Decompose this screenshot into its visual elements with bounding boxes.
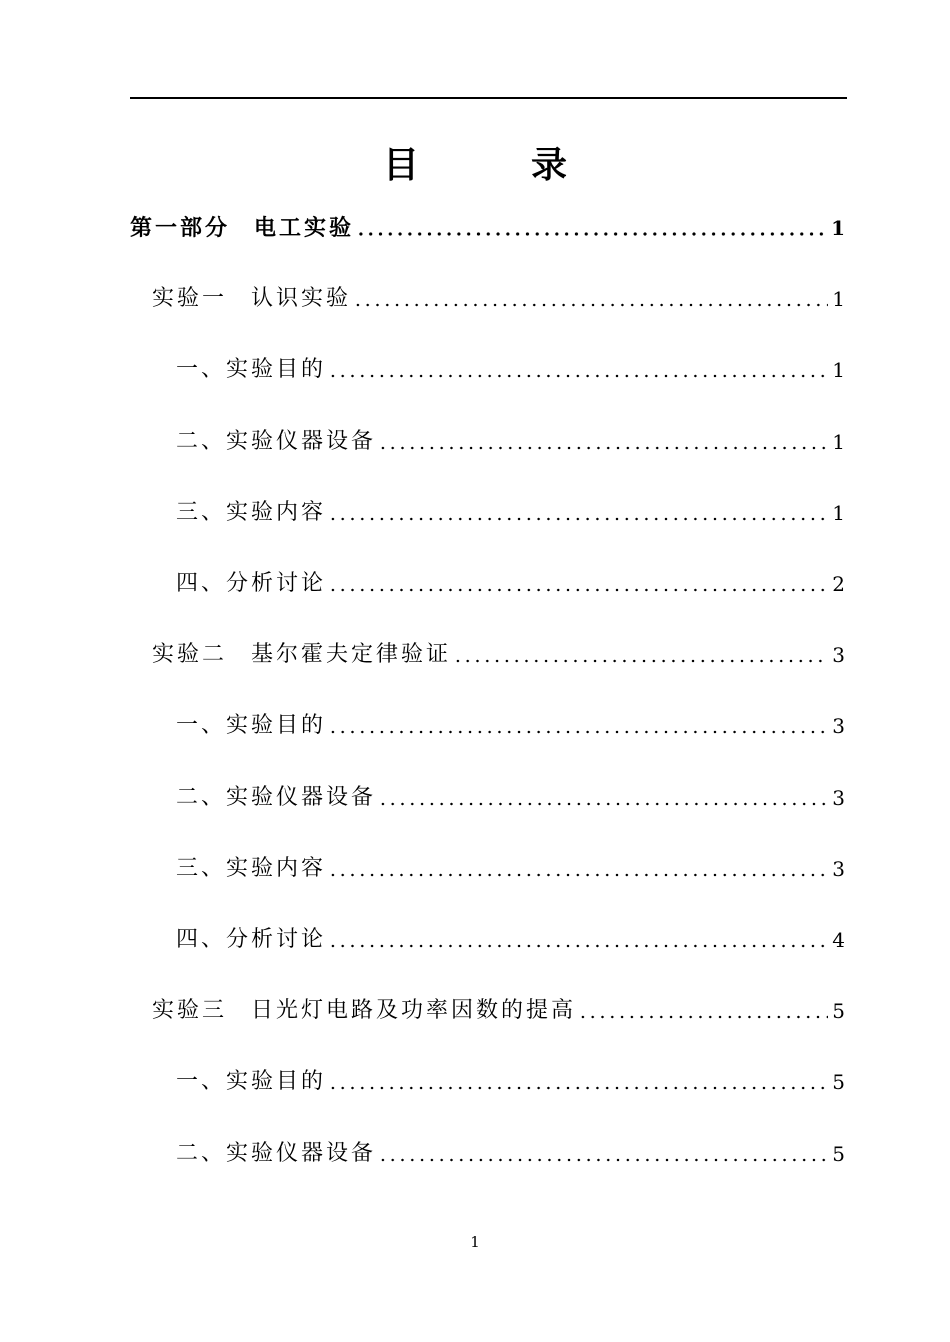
- toc-entry-page: 5: [832, 999, 845, 1024]
- toc-entry[interactable]: [176, 559, 845, 599]
- toc-entry-label: [176, 711, 326, 741]
- dot-leader: [378, 801, 828, 807]
- footer-page-number: 1: [470, 1233, 480, 1251]
- dot-leader: [378, 1157, 828, 1163]
- toc-entry[interactable]: [176, 488, 845, 528]
- toc-entry-label: [176, 427, 376, 457]
- dot-leader: [578, 1014, 828, 1020]
- toc-entry-text: 四、分析讨论: [176, 927, 327, 952]
- toc-entry-text: 日光灯电路及功率因数的提高: [251, 998, 577, 1024]
- dot-leader: [328, 1085, 828, 1091]
- dot-leader: [328, 729, 828, 735]
- toc-entry[interactable]: [176, 417, 845, 457]
- toc-entry-number: 实验一: [152, 286, 228, 312]
- toc-entry-page: 2: [832, 572, 845, 596]
- toc-entry-label: [152, 640, 451, 670]
- toc-entry-label: [176, 783, 376, 813]
- dot-leader: [378, 445, 828, 451]
- toc-entry-text: 认识实验: [251, 286, 352, 312]
- toc-entry-label: [130, 213, 354, 243]
- toc-entry[interactable]: [152, 274, 845, 314]
- toc-entry-page: 4: [832, 928, 845, 952]
- toc-title: 目 录: [382, 144, 605, 186]
- toc-entry-label: [176, 1139, 376, 1169]
- toc-entry-text: 一、实验目的: [176, 1069, 327, 1095]
- toc-entry-text: 基尔霍夫定律验证: [251, 642, 452, 668]
- toc-entry-text: 三、实验内容: [176, 499, 327, 525]
- toc-entry[interactable]: [176, 844, 845, 884]
- toc-entry[interactable]: [176, 345, 845, 385]
- toc-entry-page: 3: [832, 714, 845, 739]
- toc-entry-label: [176, 569, 326, 599]
- toc-entry-number: 实验二: [152, 642, 228, 668]
- dot-leader: [353, 302, 828, 308]
- toc-entry[interactable]: [176, 1057, 845, 1097]
- toc-entry[interactable]: [130, 203, 845, 243]
- toc-entry-page: 1: [832, 287, 845, 312]
- dot-leader: [328, 872, 828, 878]
- toc-entry-number: 第一部分: [130, 215, 231, 241]
- toc-entry-text: 二、实验仪器设备: [176, 428, 377, 454]
- toc-entry-number: 实验三: [152, 998, 228, 1024]
- toc-entry-text: 四、分析讨论: [176, 571, 327, 596]
- toc-entry-label: [176, 355, 326, 385]
- toc-entry-page: 1: [831, 216, 845, 240]
- toc-entry[interactable]: [152, 986, 845, 1026]
- toc-entry[interactable]: [176, 915, 845, 955]
- toc-entry-text: 一、实验目的: [176, 357, 327, 383]
- toc-entry-text: 三、实验内容: [176, 855, 327, 881]
- toc-entry-text: 一、实验目的: [176, 713, 327, 739]
- toc-entry-text: 电工实验: [254, 215, 355, 241]
- dot-leader: [328, 587, 828, 593]
- dot-leader: [328, 943, 828, 949]
- toc-entry[interactable]: [152, 630, 845, 670]
- toc-entry-page: 1: [832, 358, 845, 383]
- dot-leader: [328, 516, 828, 522]
- toc-entry-page: 3: [832, 856, 845, 881]
- toc-entry[interactable]: [176, 701, 845, 741]
- dot-leader: [328, 373, 828, 379]
- dot-leader: [356, 231, 827, 237]
- toc-entry-label: [176, 1067, 326, 1097]
- toc-entry-page: 1: [832, 500, 845, 525]
- toc-entry-page: 1: [832, 429, 845, 454]
- toc-entry-label: [176, 925, 326, 955]
- toc-entry-page: 5: [832, 1141, 845, 1166]
- toc-entry-page: 3: [832, 785, 845, 810]
- toc-entry-page: 3: [832, 643, 845, 668]
- toc-entry-page: 5: [832, 1070, 845, 1095]
- toc-entry-label: [152, 284, 351, 314]
- toc-entry-label: [176, 854, 326, 884]
- toc-entry-text: 二、实验仪器设备: [176, 1140, 377, 1166]
- toc-entry-label: [176, 498, 326, 528]
- toc-entry-label: [152, 996, 576, 1026]
- toc-entry[interactable]: [176, 1129, 845, 1169]
- dot-leader: [453, 658, 828, 664]
- toc-entry[interactable]: [176, 773, 845, 813]
- toc-entry-text: 二、实验仪器设备: [176, 784, 377, 810]
